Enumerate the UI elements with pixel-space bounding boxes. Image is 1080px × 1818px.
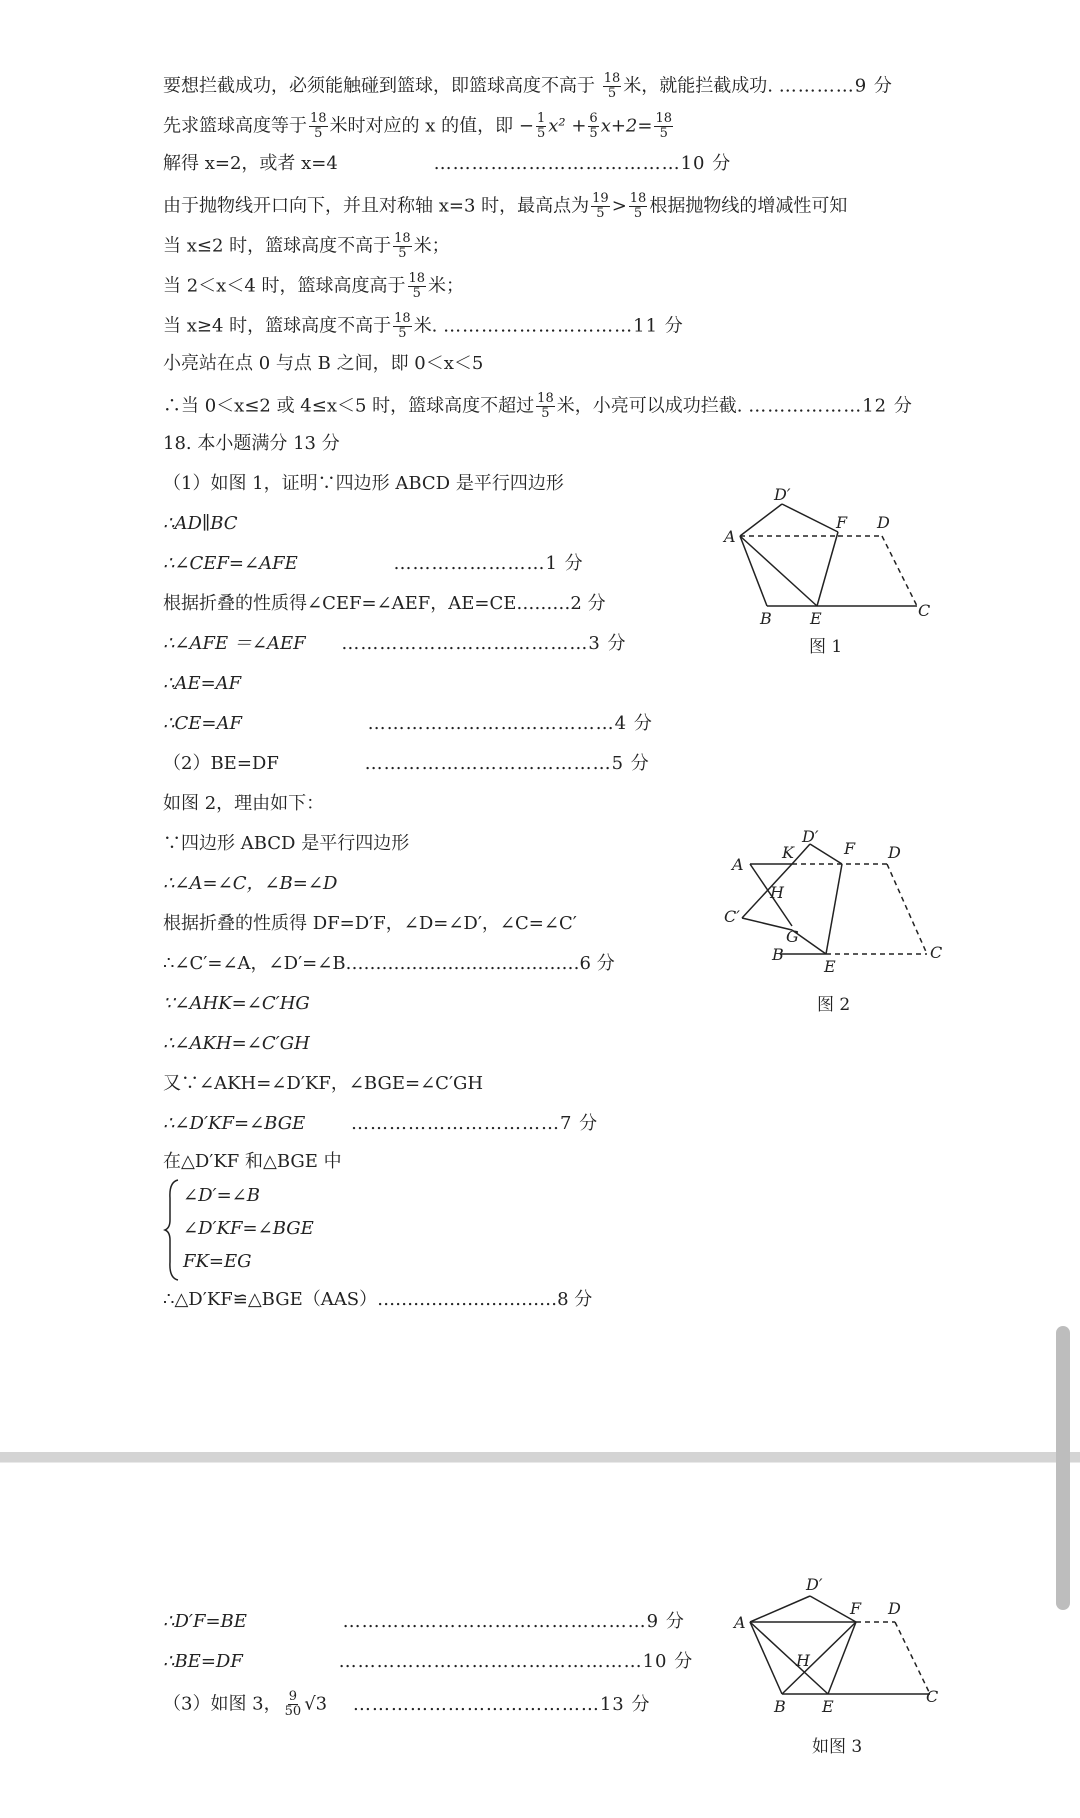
line-text: 当 x≤2 时，篮球高度不高于 — [163, 235, 392, 257]
fraction-9-50 — [284, 1690, 303, 1719]
fraction-6-5 — [588, 112, 598, 141]
line-text: ∴∠AKH=∠C′GH — [163, 1033, 310, 1054]
fraction-18-5 — [408, 272, 427, 301]
line-text: （1）如图 1，证明∵四边形 ABCD 是平行四边形 — [163, 473, 564, 494]
sqrt-3: √3 — [304, 1693, 328, 1715]
score-mark: ……………………………7 分 — [350, 1113, 599, 1134]
line-text: 米； — [413, 235, 450, 257]
frac-den: 5 — [633, 206, 643, 221]
score-mark: …………………………………13 分 — [352, 1693, 651, 1715]
line-text: 米. — [413, 315, 438, 337]
frac-num: 6 — [589, 111, 598, 126]
text-line-8 — [163, 352, 483, 376]
score-mark: …………………………………3 分 — [341, 633, 627, 654]
line-text: ∠D′KF=∠BGE — [183, 1218, 314, 1239]
score-mark: ………………12 分 — [748, 395, 913, 417]
frac-num: 18 — [310, 111, 327, 126]
score-mark: …………………………11 分 — [443, 315, 684, 337]
line-text: 要想拦截成功，必须能触碰到篮球，即篮球高度不高于 — [163, 75, 595, 97]
fraction-1-5 — [536, 112, 546, 141]
line-text: 米，小亮可以成功拦截. — [556, 395, 743, 417]
label-C: C — [930, 943, 943, 962]
text-line-4 — [163, 192, 847, 221]
fraction-18-5 — [629, 192, 648, 221]
label-E: E — [824, 957, 836, 976]
line-text: ∴∠A=∠C，∠B=∠D — [163, 873, 338, 894]
frac-num: 18 — [537, 391, 554, 406]
line-text: 解得 x=2，或者 x=4 — [163, 153, 338, 174]
line-text: 根据折叠的性质得∠CEF=∠AEF，AE=CE………2 分 — [163, 593, 606, 614]
label-D: D — [888, 1599, 901, 1618]
line-text: ∵四边形 ABCD 是平行四边形 — [163, 833, 410, 854]
text-line-12 — [163, 512, 238, 536]
label-K: K — [782, 843, 794, 862]
text-line-19 — [163, 792, 324, 816]
fraction-18-5 — [393, 312, 412, 341]
frac-num: 19 — [592, 191, 609, 206]
fraction-18-5 — [393, 232, 412, 261]
line-text: （2）BE=DF — [163, 753, 279, 774]
text-line-1 — [163, 72, 893, 101]
text-line-20 — [163, 832, 409, 856]
frac-den: 50 — [284, 1704, 302, 1719]
line-text: ∴∠D′KF=∠BGE — [163, 1113, 306, 1134]
label-E: E — [810, 609, 822, 626]
text-line-21 — [163, 872, 337, 896]
text-line-6 — [163, 272, 464, 301]
frac-num: 18 — [603, 71, 621, 86]
figure-1-caption: 图 1 — [809, 637, 843, 657]
label-C-prime: C′ — [724, 907, 740, 926]
label-D: D — [888, 843, 901, 862]
label-B: B — [760, 609, 772, 626]
text-line-24 — [163, 992, 310, 1016]
fraction-18-5 — [536, 392, 555, 421]
text-line-7 — [163, 312, 684, 341]
frac-den: 5 — [596, 206, 605, 221]
line-text: ∴CE=AF — [163, 713, 242, 734]
text-line-16 — [163, 672, 241, 696]
problem-18-heading — [163, 432, 340, 456]
score-mark: …………………………………………10 分 — [338, 1651, 694, 1672]
text-line-33 — [163, 1610, 685, 1634]
label-H: H — [796, 1651, 810, 1670]
label-B: B — [774, 1697, 786, 1716]
fraction-18-5 — [603, 72, 622, 101]
text-line-13 — [163, 552, 584, 576]
line-text: 由于抛物线开口向下，并且对称轴 x=3 时，最高点为 — [163, 195, 590, 217]
figure-3-caption: 如图 3 — [812, 1737, 863, 1757]
label-F: F — [850, 1599, 862, 1618]
fraction-18-5 — [654, 112, 673, 141]
figure-1-diagram — [712, 486, 942, 626]
line-text: 根据折叠的性质得 DF=D′F，∠D=∠D′，∠C=∠C′ — [163, 913, 577, 934]
line-text: ∴AD∥BC — [163, 513, 238, 534]
score-mark: ……………………1 分 — [393, 553, 584, 574]
line-text: x² + — [548, 115, 587, 137]
text-line-30 — [183, 1217, 314, 1241]
text-line-11 — [163, 472, 564, 496]
text-line-32 — [163, 1288, 592, 1312]
figure-2-caption: 图 2 — [817, 995, 851, 1015]
line-text: ∵∠AHK=∠C′HG — [163, 993, 310, 1014]
line-text: （3）如图 3， — [163, 1693, 282, 1715]
frac-num: 18 — [408, 271, 426, 286]
line-text: 根据抛物线的增减性可知 — [649, 195, 848, 217]
label-D-prime: D′ — [802, 830, 819, 846]
line-text: ∠D′=∠B — [183, 1185, 260, 1206]
frac-den: 5 — [541, 406, 550, 421]
text-line-31 — [183, 1250, 252, 1274]
line-text: 米； — [428, 275, 465, 297]
text-line-28 — [163, 1150, 342, 1174]
page-separator — [0, 1452, 1080, 1462]
text-line-22 — [163, 912, 577, 936]
frac-num: 18 — [629, 191, 647, 206]
label-D-prime: D′ — [806, 1576, 823, 1594]
text-line-34 — [163, 1650, 693, 1674]
fraction-19-5 — [591, 192, 610, 221]
line-text: 当 x≥4 时，篮球高度不高于 — [163, 315, 392, 337]
line-text: 先求篮球高度等于 — [163, 115, 307, 137]
frac-num: 18 — [394, 311, 411, 326]
frac-den: 5 — [412, 286, 421, 301]
frac-den: 5 — [659, 126, 668, 141]
label-F: F — [844, 839, 856, 858]
text-line-25 — [163, 1032, 310, 1056]
line-text: 18. 本小题满分 13 分 — [163, 433, 340, 454]
score-mark: …………9 分 — [778, 75, 893, 97]
line-text: 在△D′KF 和△BGE 中 — [163, 1151, 342, 1172]
label-A: A — [734, 1613, 746, 1632]
text-line-17 — [163, 712, 653, 736]
label-A: A — [732, 855, 744, 874]
frac-num: 1 — [536, 111, 546, 126]
label-D: D — [877, 513, 890, 532]
line-text: 米，就能拦截成功. — [623, 75, 774, 97]
line-text: ∴BE=DF — [163, 1651, 243, 1672]
frac-den: 5 — [398, 246, 407, 261]
text-line-18 — [163, 752, 650, 776]
line-text: 又∵∠AKH=∠D′KF，∠BGE=∠C′GH — [163, 1073, 484, 1094]
frac-num: 18 — [394, 231, 411, 246]
line-text: ∴D′F=BE — [163, 1611, 247, 1632]
line-text: FK=EG — [183, 1251, 252, 1272]
text-line-3 — [163, 152, 731, 176]
line-text: ∴AE=AF — [163, 673, 242, 694]
text-line-9 — [163, 392, 913, 421]
line-text: 小亮站在点 0 与点 B 之间，即 0＜x＜5 — [163, 353, 484, 374]
line-text: ∴∠AFE ＝∠AEF — [163, 633, 306, 654]
label-B: B — [772, 945, 784, 964]
label-A: A — [724, 527, 736, 546]
line-text: ∴∠CEF=∠AFE — [163, 553, 298, 574]
scrollbar-thumb[interactable] — [1056, 1326, 1070, 1610]
frac-den: 5 — [607, 86, 617, 101]
text-line-14 — [163, 592, 606, 616]
left-brace — [163, 1178, 181, 1282]
score-mark: …………………………………4 分 — [367, 713, 653, 734]
label-C: C — [918, 601, 931, 620]
label-G: G — [786, 927, 799, 946]
label-E: E — [822, 1697, 834, 1716]
line-text: ∴△D′KF≌△BGE（AAS）…………………………8 分 — [163, 1289, 593, 1310]
line-text: ∴∠C′=∠A，∠D′=∠B…………………………………6 分 — [163, 953, 615, 974]
score-mark: …………………………………5 分 — [364, 753, 650, 774]
label-C: C — [926, 1687, 939, 1706]
fraction-18-5 — [309, 112, 328, 141]
frac-den: 5 — [536, 126, 546, 141]
text-line-35 — [163, 1690, 650, 1719]
text-line-5 — [163, 232, 450, 261]
frac-den: 5 — [398, 326, 407, 341]
text-line-26 — [163, 1072, 483, 1096]
frac-den: 5 — [314, 126, 323, 141]
figure-3-diagram — [730, 1576, 950, 1726]
frac-num: 18 — [655, 111, 673, 126]
score-mark: …………………………………………9 分 — [342, 1611, 685, 1632]
page-separator-line — [0, 1462, 1080, 1463]
label-H: H — [770, 883, 784, 902]
text-line-2 — [163, 112, 675, 141]
score-mark: …………………………………10 分 — [433, 153, 732, 174]
line-text: > — [611, 195, 627, 217]
line-text: 当 2＜x＜4 时，篮球高度高于 — [163, 275, 406, 297]
figure-2-diagram — [712, 830, 952, 980]
label-D-prime: D′ — [774, 486, 791, 504]
line-text: x+2= — [600, 115, 653, 137]
line-text: ∴当 0＜x≤2 或 4≤x＜5 时，篮球高度不超过 — [163, 395, 535, 417]
line-text: 如图 2，理由如下： — [163, 793, 325, 814]
text-line-15 — [163, 632, 627, 656]
text-line-29 — [183, 1184, 260, 1208]
text-line-27 — [163, 1112, 598, 1136]
text-line-23 — [163, 952, 615, 976]
label-F: F — [836, 513, 848, 532]
frac-num: 9 — [288, 1689, 298, 1704]
line-text: 米时对应的 x 的值，即 − — [329, 115, 534, 137]
frac-den: 5 — [589, 126, 598, 141]
